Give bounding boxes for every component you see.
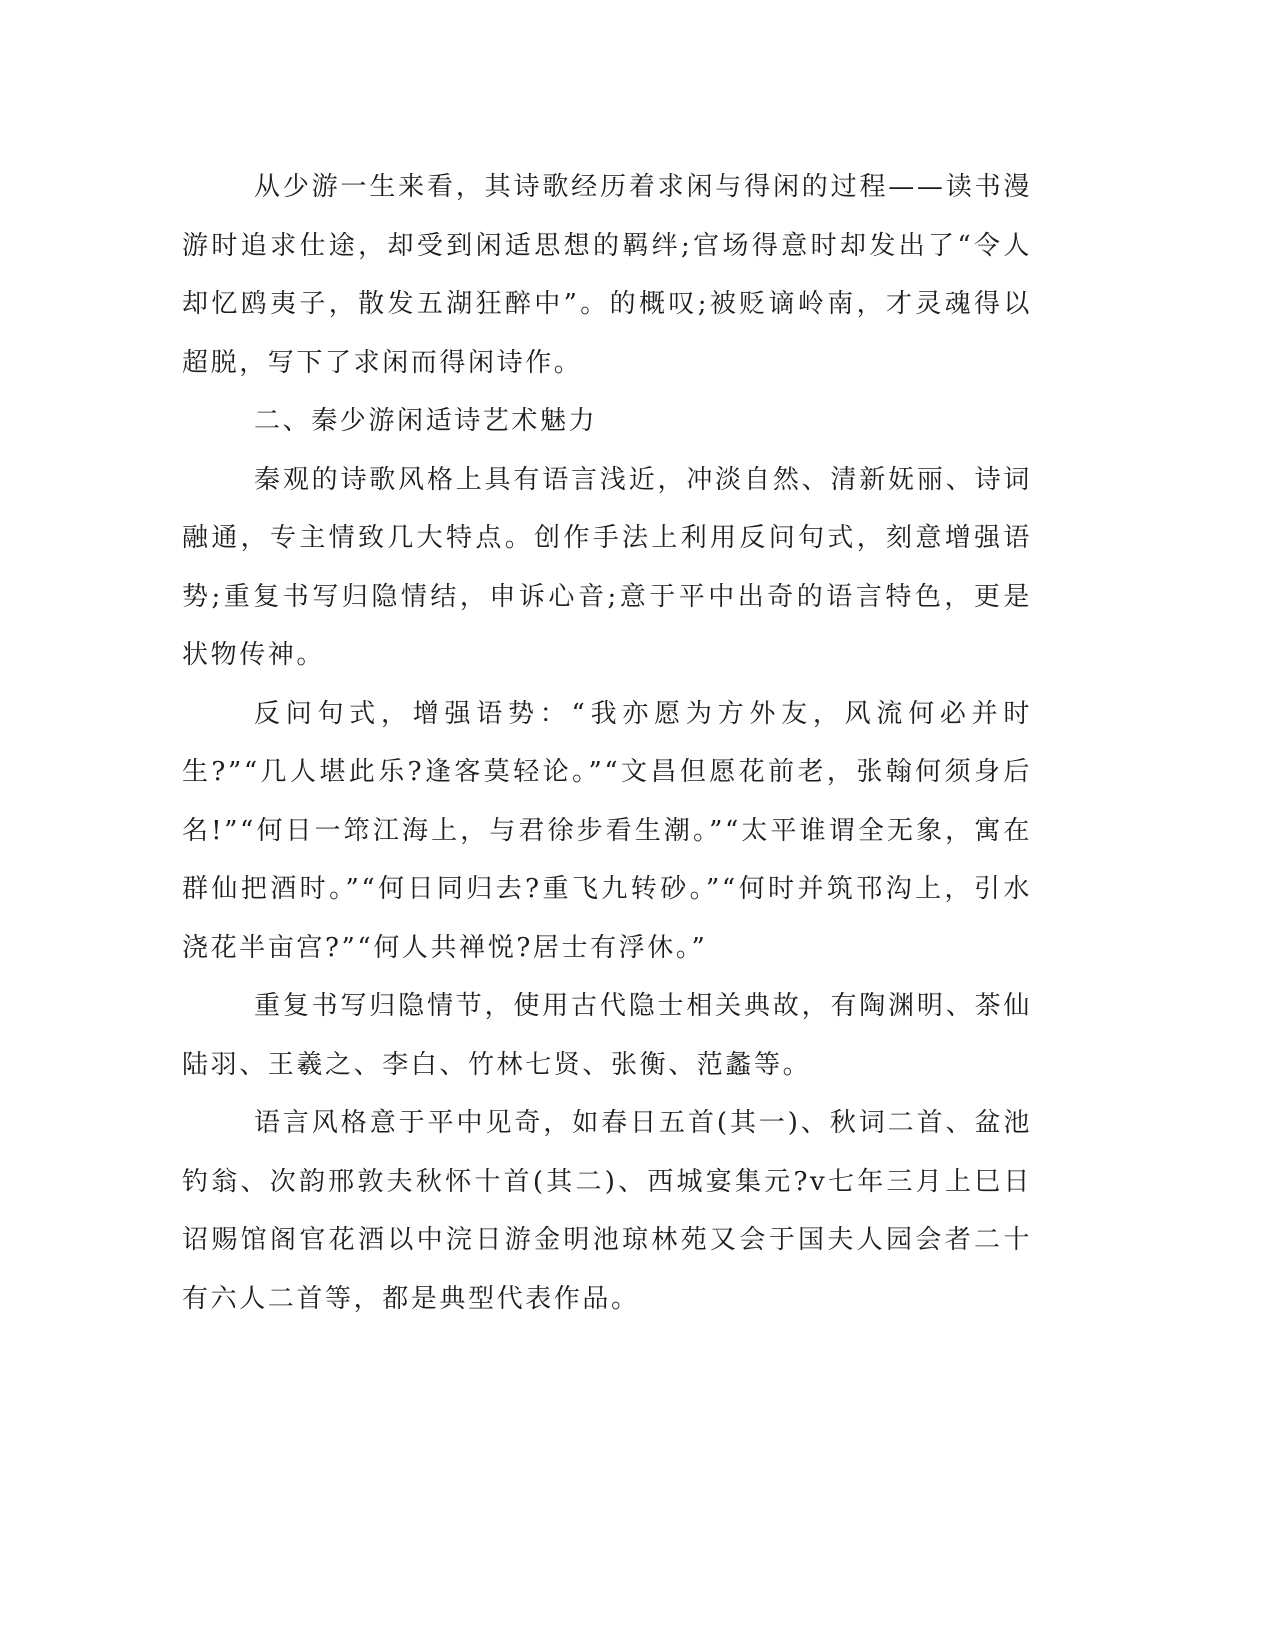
paragraph: 语言风格意于平中见奇，如春日五首(其一)、秋词二首、盆池钓翁、次韵邢敦夫秋怀十首(其二)、西城宴集元?v七年三月上巳日诏赐馆阁官花酒以中浣日游金明池琼林苑又会于国夫人园会者二十有六人二首等，都是典型代表作品。 <box>182 1108 1032 1314</box>
paragraph: 秦观的诗歌风格上具有语言浅近，冲淡自然、清新妩丽、诗词融通，专主情致几大特点。创作手法上利用反问句式，刻意增强语势;重复书写归隐情结，申诉心音;意于平中出奇的语言特色，更是状物传神。 <box>182 464 1032 670</box>
paragraph: 反问句式，增强语势：“我亦愿为方外友，风流何必并时生?”“几人堪此乐?逢客莫轻论。”“文昌但愿花前老，张翰何须身后名!”“何日一筇江海上，与君徐步看生潮。”“太平谁谓全无象，寓在群仙把酒时。”“何日同归去?重飞九转砂。”“何时并筑邗沟上，引水浇花半亩宫?”“何人共禅悦?居士有浮休。” <box>182 698 1032 963</box>
section-heading: 二、秦少游闲适诗艺术魅力 <box>254 406 598 436</box>
paragraph: 从少游一生来看，其诗歌经历着求闲与得闲的过程——读书漫游时追求仕途，却受到闲适思想的羁绊;官场得意时却发出了“令人却忆鸥夷子，散发五湖狂醉中”。的概叹;被贬谪岭南，才灵魂得以超脱，写下了求闲而得闲诗作。 <box>182 172 1032 378</box>
paragraph: 重复书写归隐情节，使用古代隐士相关典故，有陶渊明、茶仙陆羽、王羲之、李白、竹林七贤、张衡、范蠡等。 <box>182 991 1032 1080</box>
document-body <box>182 158 1032 1328</box>
